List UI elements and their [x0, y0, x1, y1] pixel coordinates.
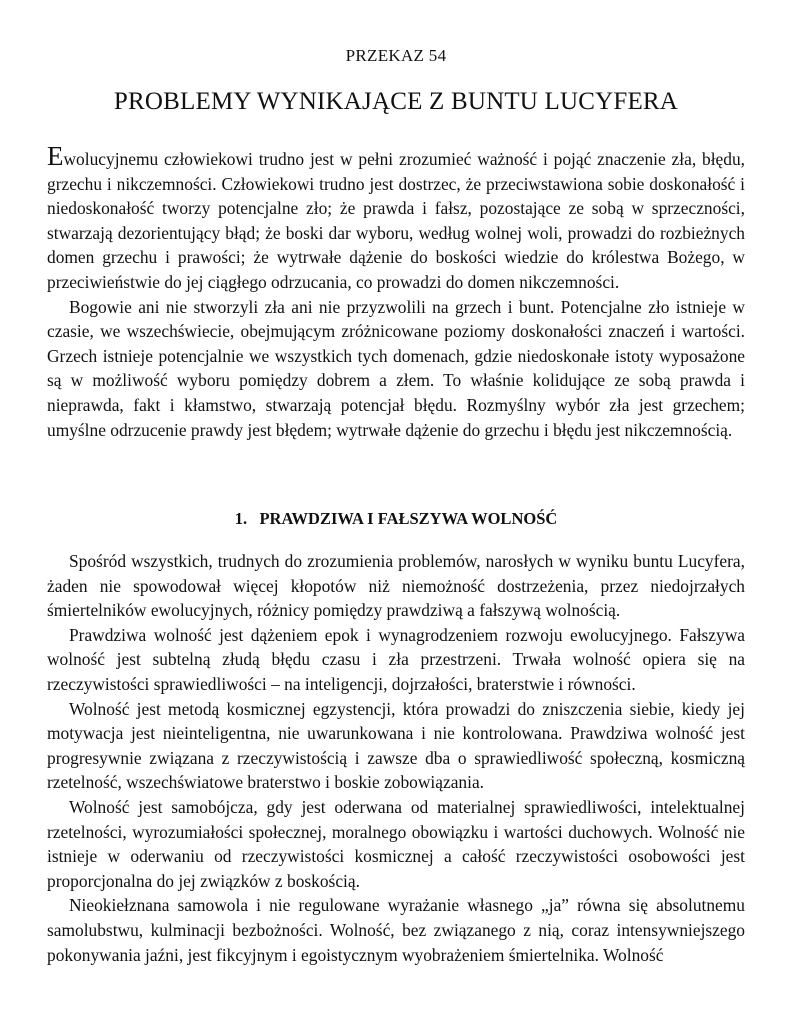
section-paragraph: Wolność jest samobójcza, gdy jest oderwana od materialnej sprawiedliwości, intelektualnej rzetelności, wyrozumiałości społecznej, moralnego obowiązku i wartości duchowych. Wolność nie istnieje w oderwaniu od rzeczywistości kosmicznej a całość rzeczywistości osobowości jest proporcjonalna do jej związków z boskością. [47, 796, 745, 891]
paper-title: PROBLEMY WYNIKAJĄCE Z BUNTU LUCYFERA [113, 88, 679, 115]
section-body [47, 549, 745, 967]
intro-paragraph-2: Bogowie ani nie stworzyli zła ani nie przyzwolili na grzech i bunt. Potencjalne zło istnieje w czasie, we wszechświecie, obejmującym zróżnicowane poziomy doskonałości znaczeń i wartości. Grzech istnieje potencjalnie we wszystkich tych domenach, gdzie niedoskonałe istoty wyposażone są w możliwość wyboru pomiędzy dobrem a złem. To właśnie kolidujące ze sobą prawda i nieprawda, fakt i kłamstwo, stwarzają potencjał błędu. Rozmyślny wybór zła jest grzechem; umyślne odrzucenie prawdy jest błędem; wytrwałe dążenie do grzechu i błędu jest nikczemnością. [47, 296, 745, 440]
section-paragraph: Nieokiełznana samowola i nie regulowane wyrażanie własnego „ja” równa się absolutnemu samolubstwu, kulminacji bezbożności. Wolność, bez związanego z nią, coraz intensywniejszego pokonywania jaźni, jest fikcyjnym i egoistycznym wyobrażeniem śmiertelnika. Wolność [47, 895, 745, 965]
section-paragraph: Prawdziwa wolność jest dążeniem epok i wynagrodzeniem rozwoju ewolucyjnego. Fałszywa wolność jest subtelną złudą błędu czasu i zła przestrzeni. Trwała wolność opiera się na rzeczywistości sprawiedliwości – na inteligencji, dojrzałości, braterstwie i równości. [47, 624, 745, 694]
intro-paragraph-1-text: wolucyjnemu człowiekowi trudno jest w pełni zrozumieć ważność i pojąć znaczenie zła, błędu, grzechu i nikczemności. Człowiekowi trudno jest dostrzec, że przeciwstawiona sobie doskonałość i niedoskonałość tworzy potencjalne zło; że prawda i fałsz, pozostające ze sobą w sprzeczności, stwarzają dezorientujący błąd; że boski dar wyboru, według wolnej woli, prowadzi do rozbieżnych domen grzechu i prawości; że wytrwałe dążenie do boskości wiedzie do królestwa Bożego, w przeciwieństwie do jej ciągłego odrzucania, co prowadzi do domen nikczemności. [47, 149, 745, 292]
drop-initial: E [47, 141, 64, 171]
section-heading: 1. PRAWDZIWA I FAŁSZYWA WOLNOŚĆ [234, 509, 558, 528]
section-paragraph: Spośród wszystkich, trudnych do zrozumienia problemów, narosłych w wyniku buntu Lucyfera, żaden nie spowodował więcej kłopotów niż niemożność dostrzeżenia, przez niedojrzałych śmiertelników ewolucyjnych, różnicy pomiędzy prawdziwą a fałszywą wolnością. [47, 551, 745, 621]
section-paragraph: Wolność jest metodą kosmicznej egzystencji, która prowadzi do zniszczenia siebie, kiedy jej motywacja jest nieinteligentna, nie uwarunkowana i nie kontrolowana. Prawdziwa wolność jest progresywnie związana z rzeczywistością i zawsze dba o sprawiedliwość społeczną, kosmiczną rzetelność, wszechświatowe braterstwo i boskie zobowiązania. [47, 698, 745, 793]
intro-section [47, 141, 745, 442]
intro-paragraph-1 [47, 141, 745, 295]
paper-number: PRZEKAZ 54 [345, 46, 447, 65]
